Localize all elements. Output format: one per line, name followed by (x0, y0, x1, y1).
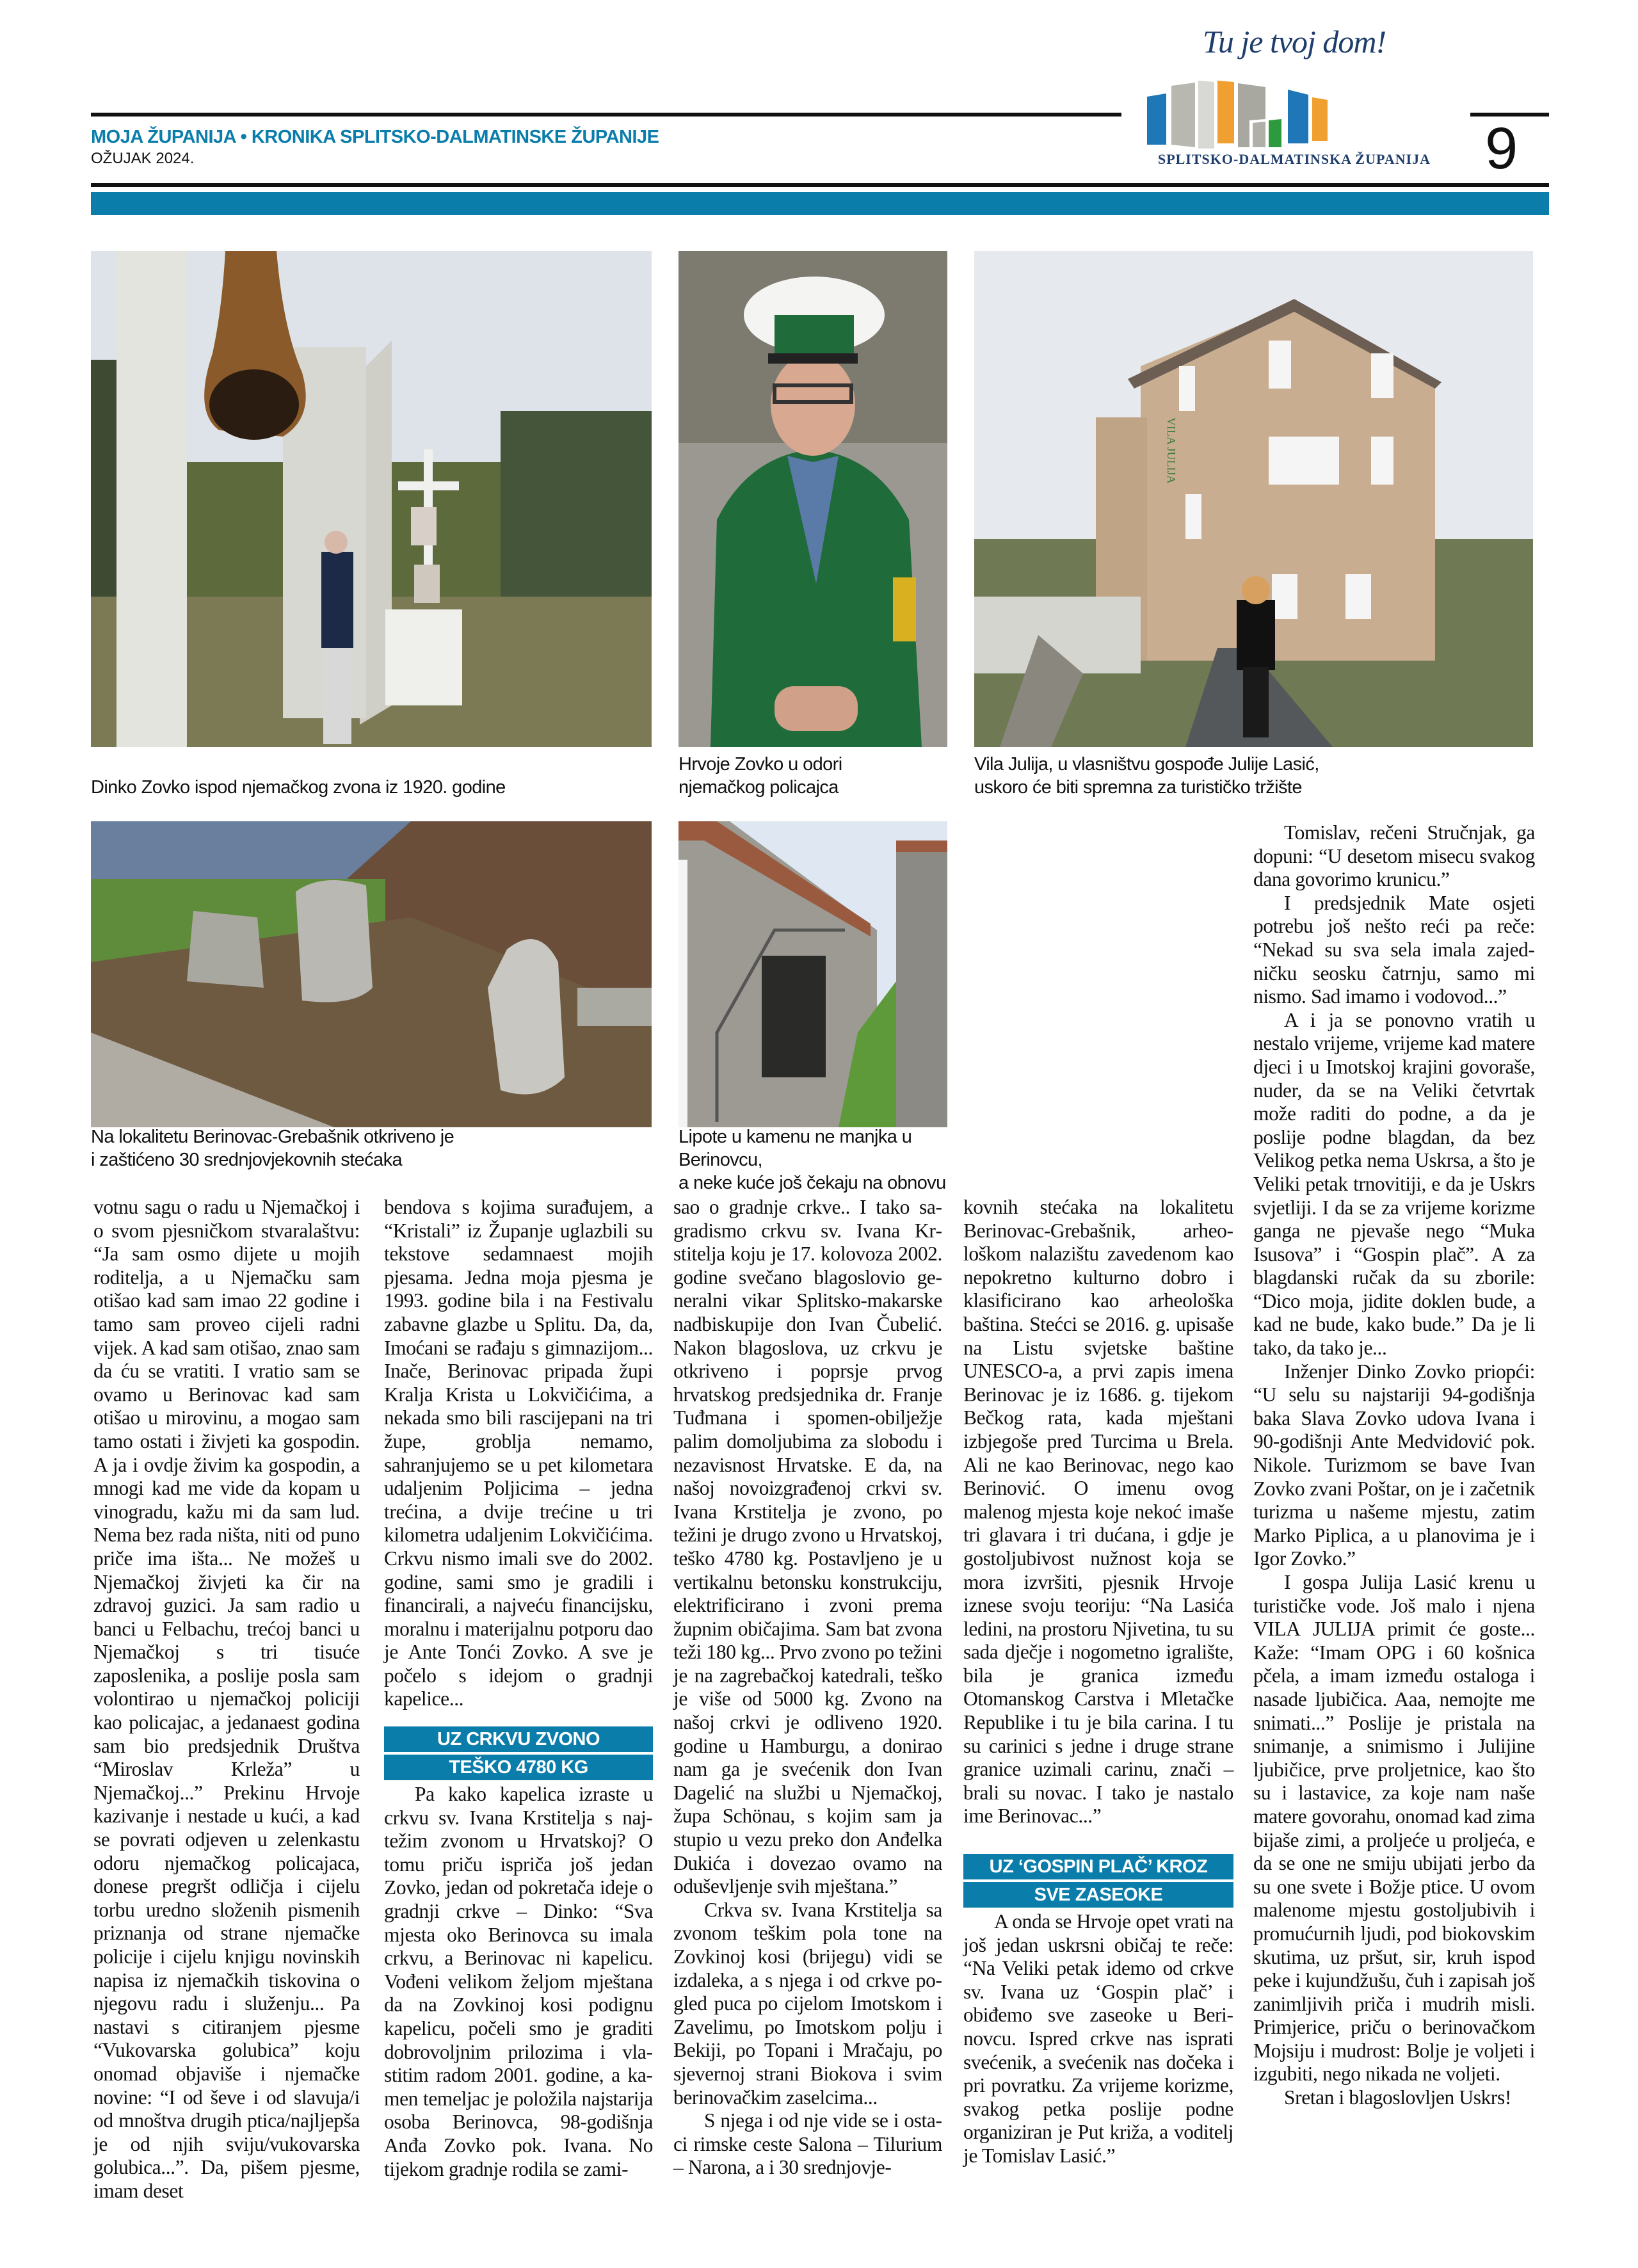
paragraph: I predsjednik Mate osjeti potrebu još nešto reći pa reče: “Nekad su sva sela imala zajedničku seosku čatrnju, samo mi nismo. Sad imamo i vodovod...” (1253, 891, 1535, 1008)
subheading-bell (384, 1726, 653, 1780)
photo-stone-houses (678, 821, 947, 1127)
subheading-line: UZ ‘GOSPIN PLAČ’ KROZ (963, 1854, 1233, 1879)
paragraph: Crkva sv. Ivana Krstitelja sa zvonom teškim pola tone na Zovkinoj kosi (brijegu) vidi se izdaleka, a s njega i od crkve pogled puca po cijelom Imotskom i Zavelimu, po Imotskom polju i Bekiji, po Topani i Mračaju, po sjevernoj strani Biokova i svim berinovačkim zaselcima... (673, 1898, 942, 2109)
subheading-gospin-plac (963, 1854, 1233, 1908)
paragraph: Sretan i blagoslovljen Uskrs! (1284, 2086, 1511, 2109)
subheading-line: TEŠKO 4780 KG (384, 1755, 653, 1780)
section-kicker: MOJA ŽUPANIJA • KRONIKA SPLITSKO-DALMATINSKE ŽUPANIJE (91, 127, 659, 147)
logo-county-name: SPLITSKO-DALMATINSKA ŽUPANIJA (1157, 151, 1431, 167)
logo-buildings-graphic (1128, 81, 1461, 151)
paragraph: S njega i od nje vide se i ostaci rimske ceste Salona – Tilurium – Narona, a i 30 srednjovje- (673, 2109, 942, 2179)
header-bottom-rule (91, 183, 1549, 187)
subheading-line: UZ CRKVU ZVONO (384, 1726, 653, 1752)
photo-caption-policeman: Hrvoje Zovko u odori njemačkog policajca (678, 754, 842, 798)
issue-date: OŽUJAK 2024. (91, 150, 195, 167)
logo-slogan: Tu je tvoj dom! (1202, 24, 1386, 60)
photo-stecci (91, 821, 652, 1127)
villa-sign: VILA JULIJA (1165, 417, 1178, 484)
article-column-4 (963, 1196, 1233, 2168)
paragraph: I gospa Julija Lasić krenu u turističke vode. Još malo i njena VILA JULIJA primit će goste... Kaže: “Imam OPG i 60 košnica pčela, a imam između ostaloga i nasade ljubičica. Aaa, nemojte me snimati...” Poslije je pristala na snimanje, a snimismo i Julijine ljubičice, prve proljetnice, kao što su i lastavice, za koje nam naše matere govorahu, onomad kad zima bijaše zimi, a proljeće u proljeća, e da se one ne smiju ubijati jerbo da su one svete i Božje ptice. U ovom malenome mjestu gostoljubivih i promućurnih ljudi, pod biokovskim skutima, uz pršut, sir, kruh ispod peke i kujundžušu, čuh i zapisah još zanimljivih priča i mudrih misli. Primjerice, priču o berinovačkom Mojsiju i mudrost: Bolje je voljeti i izgubiti, nego nikada ne voljeti. (1253, 1571, 1535, 2086)
page-number: 9 (1485, 116, 1518, 181)
paragraph: sao o gradnje crkve.. I tako sagradismo crkvu sv. Ivana Krstitelja koju je 17. kolovoza 2002. godine svečano blagoslovio generalni vikar Splitsko-makarske nadbiskupije don Ivan Čubelić. Nakon blagoslova, uz crkvu je otkriveno i poprsje prvog hrvatskog predsjednika dr. Franje Tuđmana i spomen-obilježje palim domoljubima za slobodu i nezavisnost Hrvatske. E da, na našoj novoizgrađenoj crkvi sv. Ivana Krstitelja je zvono, po težini je drugo zvono u Hrvatskoj, teško 4780 kg. Postavljeno je u vertikalnu betonsku konstrukciju, elektrificirano i zvoni prema župnim običajima. Sam bat zvona teži 180 kg... Prvo zvono po težini je na zagrebačkoj katedrali, teško je više od 5000 kg. Zvono na našoj crkvi je odliveno 1920. godine u Hamburgu, a donirao nam ga je svećenik don Ivan Dagelić na službi u Njemačkoj, župa Schönau, s kojim sam ja stupio u vezu preko don Anđelka Dukića i dovezao ovamo na oduševljenje svih mještana.” (673, 1196, 942, 1898)
paragraph: A onda se Hrvoje opet vrati na još jedan uskrsni običaj te reče: “Na Veliki petak idemo od crkve sv. Ivana uz ‘Gospin plač’ i obiđemo sve zaseoke u Berinovcu. Ispred crkve nas isprati svećenik, a svećenik nas dočeka i pri povratku. Za vrijeme korizme, svakog petka poslije podne organiziran je Put križa, a voditelj je Tomislav Lasić.” (963, 1910, 1233, 2167)
paragraph: A i ja se ponovno vratih u nestalo vrijeme, vrijeme kad matere djeci i u Imotskoj krajini govoraše, nuder, da se na Veliki četvrtak može raditi do podne, a da je poslije podne blagdan, da bez Velikog petka nema Uskrsa, a što je Veliki petak trnovitiji, e da je Uskrs svjetliji. I da se za vrijeme korizme ganga ne pjevaše nego “Muka Isusova” i “Gospin plač”. A za blagdanski ručak da su zborile: “Dico moja, jidite doklen bude, a kad ne bude, kako bude.” Da je li tako, da tako je... (1253, 1008, 1535, 1360)
photo-caption-bell: Dinko Zovko ispod njemačkog zvona iz 1920. godine (91, 777, 506, 798)
photo-caption-villa: Vila Julija, u vlasništvu gospođe Julije Lasić, uskoro će biti spremna za turističko tržište (974, 754, 1319, 798)
header-accent-bar (91, 192, 1549, 215)
paragraph: bendova s kojima surađujem, a “Kristali” iz Županje uglazbili su tekstove sedamnaest mojih pjesama. Jedna moja pjesma je 1993. godine bila i na Festivalu zabavne glazbe u Splitu. Da, da, Imoćani se rađaju s gimnazijom... Inače, Berinovac pripada župi Kralja Krista u Lokvičićima, a nekada smo bili rascijepani na tri župe, groblja nemamo, sahranjujemo se u pet kilometara udaljenim Poljicima – jedna trećina, a dvije trećine u tri kilometra udaljenim Lokvičićima. Crkvu nismo imali sve do 2002. godine, sami smo je gradili i financirali, a najveću financijsku, moralnu i materijalnu potporu dao je Ante Tonći Zovko. A sve je počelo s idejom o gradnji kapelice... (384, 1196, 653, 1710)
subheading-line: SVE ZASEOKE (963, 1882, 1233, 1908)
paragraph: Pa kako kapelica izraste u crkvu sv. Ivana Krstitelja s najtežim zvonom u Hrvatskoj? O tomu priču ispriča još jedan Zovko, jedan od pokretača ideje o gradnji crkve – Dinko: “Sva mjesta oko Berinovca su imala crkvu, a Berinovac ni kapelicu. Vođeni velikom željom mještana da na Zovkinoj kosi podignu kapelicu, počeli smo je graditi dobrovoljnim prilozima i vlastitim radom 2001. godine, a kamen temeljac je položila najstarija osoba Berinovca, 98-godišnja Anđa Zovko pok. Ivana. No tijekom gradnje rodila se zami- (384, 1783, 653, 2180)
article-column-1 (93, 1196, 360, 2203)
photo-bell (91, 251, 652, 747)
photo-policeman (678, 251, 947, 747)
paragraph: Tomislav, rečeni Stručnjak, ga dopuni: “U desetom misecu svakog dana govorimo krunicu.” (1253, 821, 1535, 891)
article-column-5 (1253, 821, 1535, 2110)
header-top-rule (91, 113, 1128, 117)
photo-caption-stecci: Na lokalitetu Berinovac-Grebašnik otkriveno je i zaštićeno 30 srednjovjekovnih stećaka (91, 1127, 454, 1170)
paragraph: Inženjer Dinko Zovko priopći: “U selu su najstariji 94-godišnja baka Slava Zovko udova Ivana i 90-godišnji Ante Medvidović pok. Nikole. Turizmom se bave Ivan Zovko zvani Poštar, on je i začetnik turizma u našeme mjestu, zatim Marko Piplica, a u planovima je i Igor Zovko.” (1253, 1360, 1535, 1570)
article-column-2 (384, 1196, 653, 2181)
photo-villa (974, 251, 1533, 747)
article-column-3 (673, 1196, 942, 2180)
photo-caption-stone-houses: Lipote u kamenu ne manjka u Berinovcu, a neke kuće još čekaju na obnovu (678, 1127, 946, 1193)
paragraph: votnu sagu o radu u Njemačkoj i o svom pjesničkom stvaralaštvu: “Ja sam osmo dijete u mojih roditelja, a u Njemačku sam otišao kad sam imao 22 godine i tamo sam proveo cijeli radni vijek. A kad sam otišao, znao sam da ću se vratiti. I vratio sam se ovamo u Berinovac kad sam otišao u mirovinu, a mogao sam tamo ostati i živjeti ka gospodin. A ja i ovdje živim ka gospodin, a mnogi kad me vide da kopam u vinogradu, kažu mi da sam lud. Nema bez rada ništa, niti od puno priče ima išta... Ne možeš u Njemačkoj živjeti ka čir na zdravoj guzici. Ja sam radio u banci u Felbachu, trećoj banci u Njemačkoj s tri tisuće zaposlenika, a poslije posla sam volontirao u njemačkoj policiji kao policajac, a jedanaest godina sam bio predsjednik Društva “Miroslav Krleža” u Njemačkoj...” Prekinu Hrvoje kazivanje i nestade u kući, a kad se povrati odjeven u zelenkastu odoru njemačkog policajaca, donese pregršt odličja i cijelu torbu uredno složenih pismenih priznanja od strane njemačke policije i cijelu knjigu novinskih napisa iz njemačkih tiskovina o njegovu radu i služenju... Pa nastavi s citiranjem pjesme “Vukovarska golubica” koju onomad objaviše i njemačke novine: “I od ševe i od slavuja/i od mnoštva drugih ptica/najljepša je od njih sviju/vukovarska golubica...”. Da, pišem pjesme, imam deset (93, 1196, 360, 2202)
county-logo (1121, 23, 1467, 172)
paragraph: kovnih stećaka na lokalitetu Berinovac-Grebašnik, arheološkom nalazištu zavedenom kao nepokretno kulturno dobro i klasificirano kao arheološka baština. Stećci se 2016. g. upisaše na Listu svjetske baštine UNESCO-a, a prvi zapis imena Berinovac je iz 1686. g. tijekom Bečkog rata, kada mještani izbjegoše pred Turcima u Brela. Ali ne kao Berinovac, nego kao Berinović. O imenu ovog malenog mjesta koje nekoć imaše tri glavara i tri dućana, i gdje je gostoljubivost nužnost koja se mora izvršiti, pjesnik Hrvoje iznese svoju teoriju: “Na Lasića ledini, na prostoru Njivetina, tu su sada dječje i nogometno igralište, bila je granica između Otomanskog Carstva i Mletačke Republike i tu je bila carina. I tu su carinici s jedne i druge strane granice uzimali carinu, znači – brali su novac. I tako je nastalo ime Berinovac...” (963, 1196, 1233, 1828)
